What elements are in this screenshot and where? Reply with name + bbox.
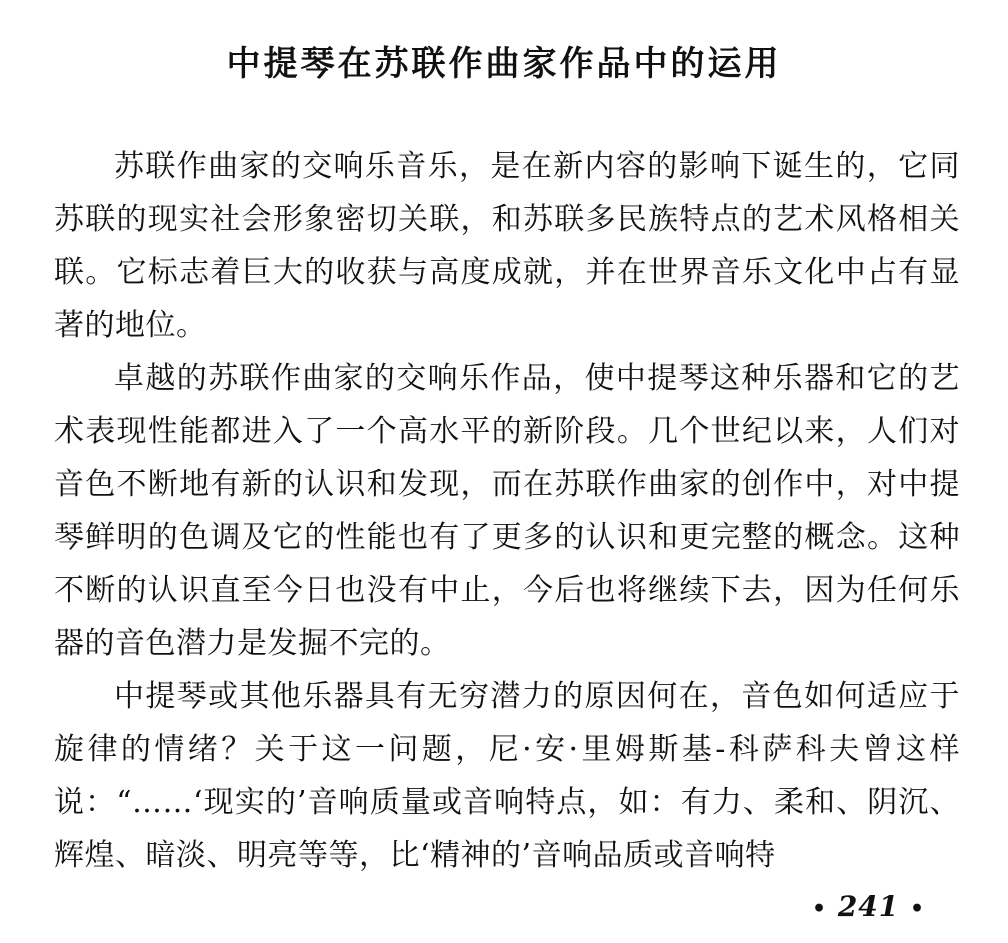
page-number-dot-left: • — [812, 896, 828, 922]
page-number — [812, 889, 925, 927]
chapter-title: 中提琴在苏联作曲家作品中的运用 — [226, 44, 782, 84]
paragraph-3: 中提琴或其他乐器具有无穷潜力的原因何在，音色如何适应于旋律的情绪？关于这一问题，尼·安·里姆斯基-科萨科夫曾这样说：“……‘现实的’音响质量或音响特点，如：有力、柔和、阴沉、辉煌、暗淡、明亮等等，比‘精神的’音响品质或音响特 — [54, 679, 960, 873]
paragraph-1: 苏联作曲家的交响乐音乐，是在新内容的影响下诞生的，它同苏联的现实社会形象密切关联，和苏联多民族特点的艺术风格相关联。它标志着巨大的收获与高度成就，并在世界音乐文化中占有显著的地位。 — [54, 149, 960, 343]
page-number-dot-right: • — [910, 896, 926, 922]
page-number-value: 241 — [837, 890, 900, 923]
paragraph-2: 卓越的苏联作曲家的交响乐作品，使中提琴这种乐器和它的艺术表现性能都进入了一个高水平的新阶段。几个世纪以来，人们对音色不断地有新的认识和发现，而在苏联作曲家的创作中，对中提琴鲜明的色调及它的性能也有了更多的认识和更完整的概念。这种不断的认识直至今日也没有中止，今后也将继续下去，因为任何乐器的音色潜力是发掘不完的。 — [54, 361, 960, 661]
